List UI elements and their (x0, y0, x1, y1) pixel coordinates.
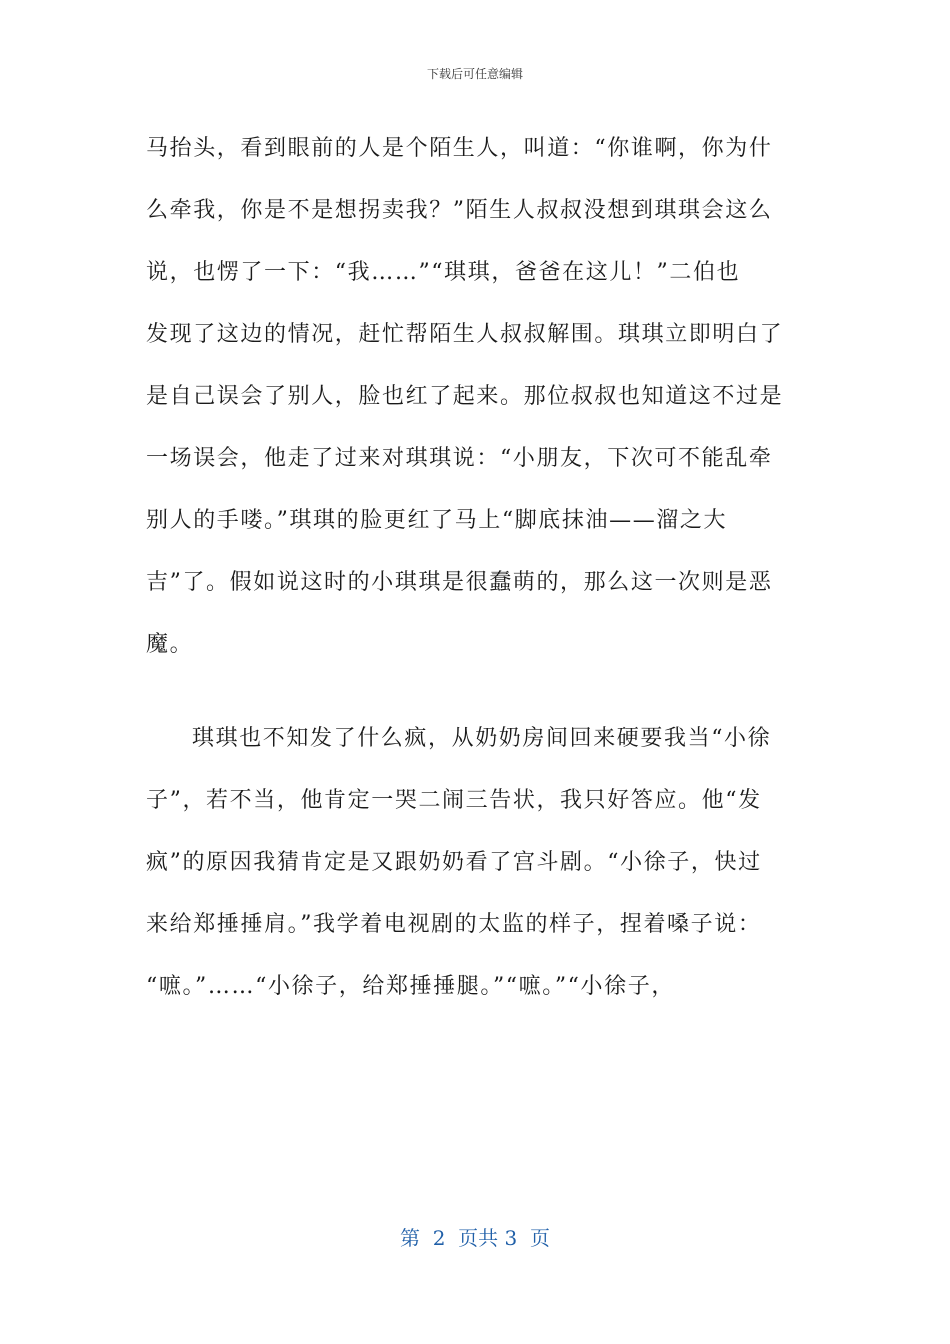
text-line: 琪琪也不知发了什么疯，从奶奶房间回来硬要我当“小徐 (192, 726, 772, 751)
text-line: 马抬头，看到眼前的人是个陌生人，叫道：“你谁啊，你为什 (146, 136, 773, 161)
paragraph-spacer (146, 676, 806, 708)
text-line: 是自己误会了别人，脸也红了起来。那位叔叔也知道这不过是 (146, 384, 784, 409)
paragraph-1 (146, 118, 806, 676)
text-line: 说，也愣了一下：“我……”“琪琪，爸爸在这儿！”二伯也 (146, 260, 741, 285)
text-line: 疯”的原因我猜肯定是又跟奶奶看了宫斗剧。“小徐子，快过 (146, 850, 762, 875)
page-header: 下载后可任意编辑 (426, 67, 523, 81)
text-line: 魔。 (146, 632, 194, 657)
text-line: 来给郑捶捶肩。”我学着电视剧的太监的样子，捏着嗓子说： (146, 912, 762, 937)
text-line: 别人的手喽。”琪琪的脸更红了马上“脚底抹油——溜之大 (146, 508, 728, 533)
text-line: 吉”了。假如说这时的小琪琪是很蠢萌的，那么这一次则是恶 (146, 570, 773, 595)
document-body (146, 118, 806, 1018)
page-number: 第 2 页共 3 页 (400, 1226, 550, 1250)
paragraph-2 (146, 708, 806, 1018)
text-line: 发现了这边的情况，赶忙帮陌生人叔叔解围。琪琪立即明白了 (146, 322, 784, 347)
text-line: “嗻。”……“小徐子，给郑捶捶腿。”“嗻。”“小徐子， (146, 974, 675, 999)
text-line: 子”，若不当，他肯定一哭二闹三告状，我只好答应。他“发 (146, 788, 762, 813)
text-line: 么牵我，你是不是想拐卖我？”陌生人叔叔没想到琪琪会这么 (146, 198, 773, 223)
text-line: 一场误会，他走了过来对琪琪说：“小朋友，下次可不能乱牵 (146, 446, 773, 471)
